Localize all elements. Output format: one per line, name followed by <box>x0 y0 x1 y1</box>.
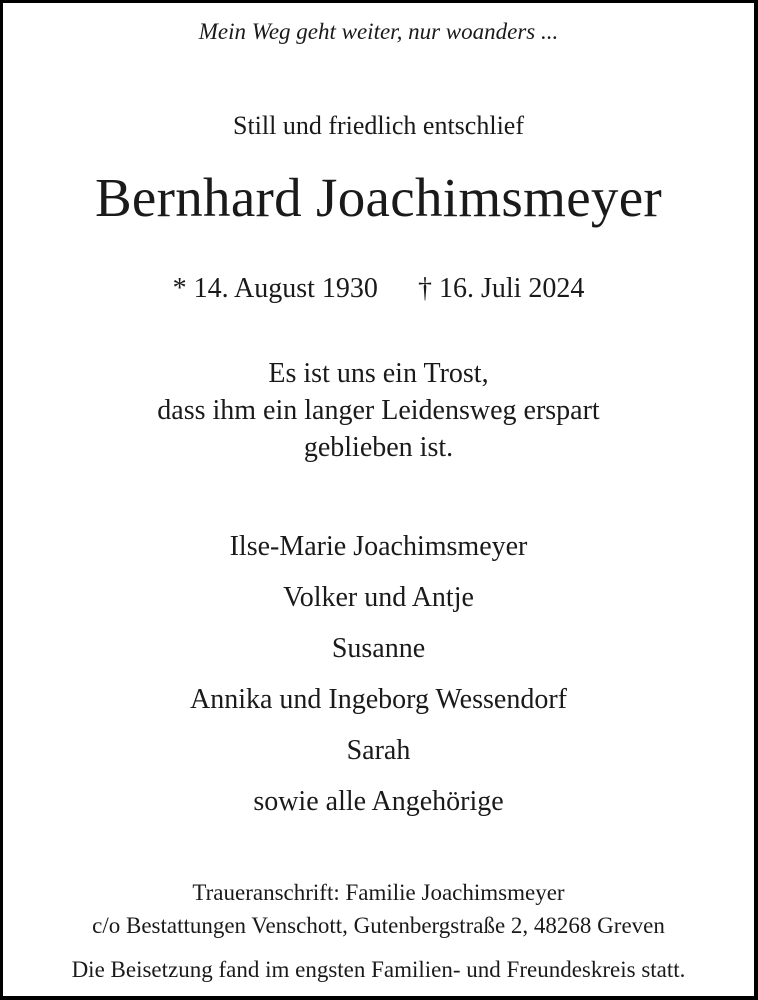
quote-line: Es ist uns ein Trost, <box>268 358 489 389</box>
quote <box>3 355 754 466</box>
quote-line: geblieben ist. <box>303 432 454 463</box>
mourners-list <box>3 529 754 835</box>
mourner: Susanne <box>331 633 426 664</box>
mourner: Volker und Antje <box>283 582 474 613</box>
mourner: Annika und Ingeborg Wessendorf <box>190 684 567 715</box>
address-line: c/o Bestattungen Venschott, Gutenbergstraße 2, 48268 Greven <box>92 913 665 938</box>
address-line: Traueranschrift: Familie Joachimsmeyer <box>192 880 565 905</box>
death-date: † 16. Juli 2024 <box>417 273 585 304</box>
mourner: Ilse-Marie Joachimsmeyer <box>229 531 528 562</box>
quote-line: dass ihm ein langer Leidensweg erspart <box>157 395 600 426</box>
intro-text: Still und friedlich entschlief <box>233 111 524 140</box>
birth-date: * 14. August 1930 <box>172 273 378 304</box>
mourner: sowie alle Angehörige <box>253 786 504 817</box>
mourner: Sarah <box>346 735 411 766</box>
life-dates <box>3 273 754 305</box>
mourning-address <box>3 876 754 942</box>
deceased-name: Bernhard Joachimsmeyer <box>94 167 663 228</box>
burial-note: Die Beisetzung fand im engsten Familien- und Freundeskreis statt. <box>71 957 686 982</box>
motto: Mein Weg geht weiter, nur woanders ... <box>198 19 559 44</box>
